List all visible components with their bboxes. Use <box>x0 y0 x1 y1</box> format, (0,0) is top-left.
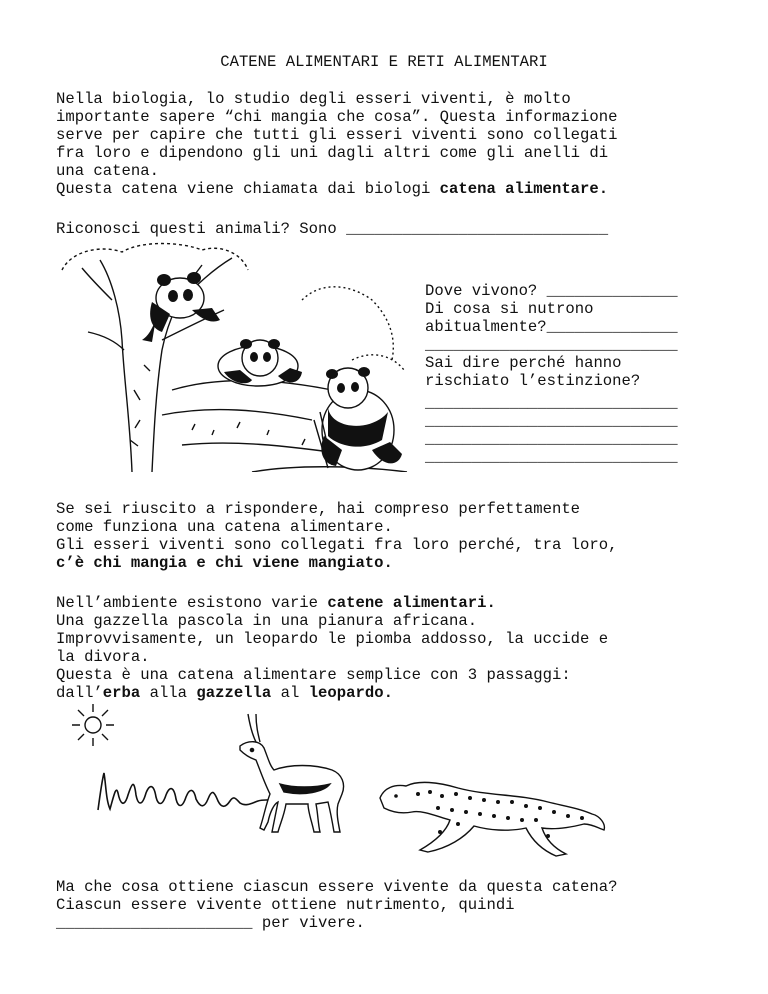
question-food-2: abitualmente?______________ <box>425 318 678 336</box>
key-sentence: c’è chi mangia e chi viene mangiato. <box>56 554 393 572</box>
answer-blank-2: ___________________________ <box>425 394 678 412</box>
answer-blank-5: ___________________________ <box>425 448 678 466</box>
intro-line-6 <box>56 180 608 198</box>
gazelle-drawing <box>234 712 350 834</box>
sun-icon <box>70 702 116 748</box>
intro-line-1: Nella biologia, lo studio degli esseri viventi, è molto <box>56 90 571 108</box>
para4-line-3: _____________________ per vivere. <box>56 914 365 932</box>
term-catena-alimentare: catena alimentare. <box>439 180 609 198</box>
para3-text: Nell’ambiente esistono varie <box>56 594 328 612</box>
para3-line-5: Questa è una catena alimentare semplice con 3 passaggi: <box>56 666 571 684</box>
text-part: dall’ <box>56 684 103 702</box>
intro-line-2: importante sapere “chi mangia che cosa”. Questa informazione <box>56 108 618 126</box>
term-erba: erba <box>102 684 141 702</box>
para4-line-1: Ma che cosa ottiene ciascun essere vivente da questa catena? <box>56 878 618 896</box>
term-catene-alimentari: catene alimentari. <box>327 594 496 612</box>
para3-line-2: Una gazzella pascola in una pianura africana. <box>56 612 478 630</box>
text-part: al <box>271 684 309 702</box>
question-extinction-2: rischiato l’estinzione? <box>425 372 641 390</box>
para3-line-4: la divora. <box>56 648 150 666</box>
intro-line-3: serve per capire che tutti gli esseri viventi sono collegati <box>56 126 618 144</box>
intro-text: Questa catena viene chiamata dai biologi <box>56 180 440 198</box>
answer-blank-1: ___________________________ <box>425 336 678 354</box>
text-part: alla <box>140 684 197 702</box>
panda-illustration <box>52 240 412 472</box>
page-title: CATENE ALIMENTARI E RETI ALIMENTARI <box>220 53 548 71</box>
intro-line-4: fra loro e dipendono gli uni dagli altri come gli anelli di <box>56 144 609 162</box>
para3-line-3: Improvvisamente, un leopardo le piomba addosso, la uccide e <box>56 630 609 648</box>
question-animals: Riconosci questi animali? Sono ____________________________ <box>56 220 609 238</box>
question-food-1: Di cosa si nutrono <box>425 300 594 318</box>
question-where: Dove vivono? ______________ <box>425 282 678 300</box>
question-extinction-1: Sai dire perché hanno <box>425 354 622 372</box>
para2-line-4 <box>56 554 393 572</box>
answer-blank-3: ___________________________ <box>425 412 678 430</box>
para4-line-2: Ciascun essere vivente ottiene nutrimento, quindi <box>56 896 515 914</box>
answer-blank-4: ___________________________ <box>425 430 678 448</box>
para2-line-3: Gli esseri viventi sono collegati fra loro perché, tra loro, <box>56 536 618 554</box>
intro-line-5: una catena. <box>56 162 159 180</box>
para3-line-1 <box>56 594 496 612</box>
para3-line-6 <box>56 684 393 702</box>
term-gazzella: gazzella <box>196 684 272 702</box>
term-leopardo: leopardo. <box>308 684 393 702</box>
para2-line-1: Se sei riuscito a rispondere, hai compreso perfettamente <box>56 500 581 518</box>
leopard-drawing <box>378 768 610 860</box>
para2-line-2: come funziona una catena alimentare. <box>56 518 393 536</box>
